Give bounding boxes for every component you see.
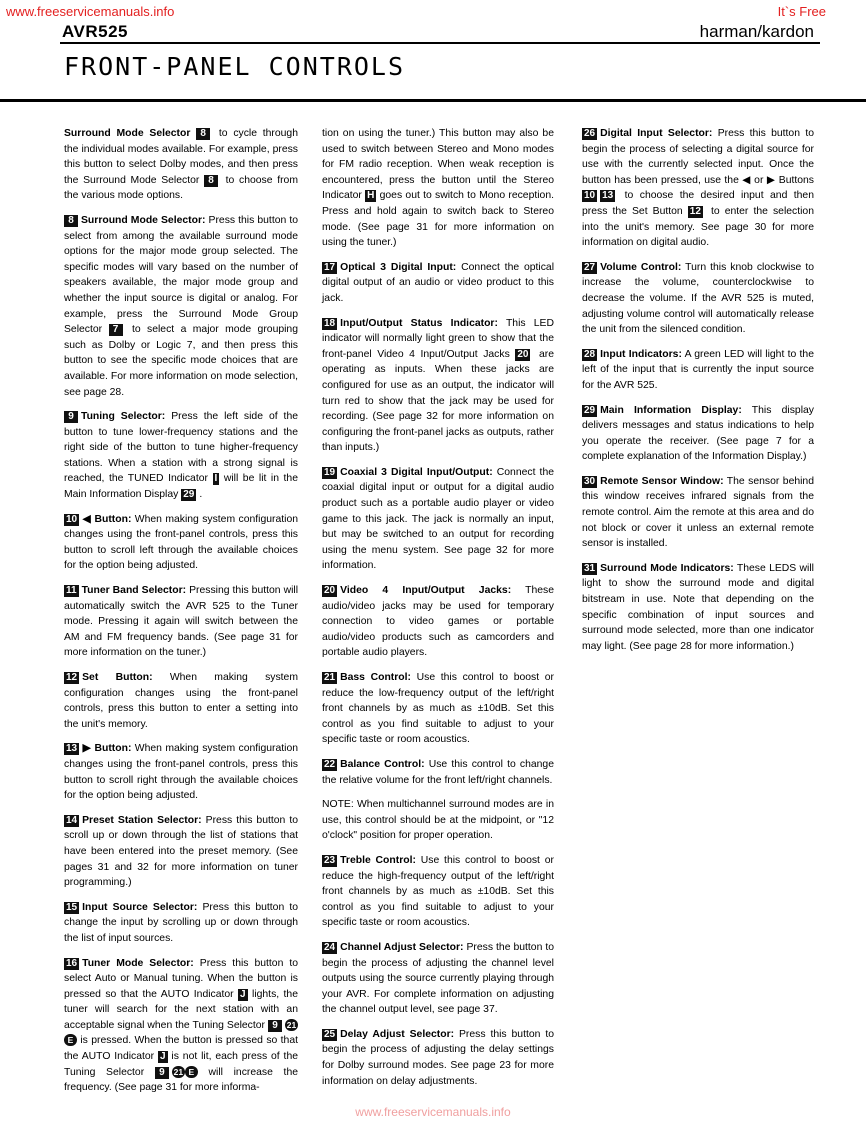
paragraph-22: 22 Balance Control: Use this control to change the relative volume for the front left/right channels.: [322, 758, 554, 786]
ref-number: 9: [268, 1020, 282, 1032]
paragraph-23: 23 Treble Control: Use this control to boost or reduce the high-frequency output of the left/right front channels by as much as ±10dB. Set this control as you find suitable to adjust to your specific taste or room acoustics.: [322, 854, 554, 929]
item-number: 30: [584, 475, 596, 487]
item-number: 18: [324, 317, 336, 329]
item-number: 12: [66, 672, 78, 683]
item-number: 31: [584, 562, 596, 574]
column-3: [582, 126, 814, 663]
ref-number: 8: [196, 128, 210, 140]
paragraph-11: 11 Tuner Band Selector: Pressing this button will automatically switch the AVR 525 to the Tuner mode. Pressing it again will switch between the AM and FM frequency bands. (See page 31 for more information on the tuner.): [64, 585, 298, 659]
model-name: AVR525: [62, 22, 128, 41]
paragraph-21: 21 Bass Control: Use this control to boost or reduce the low-frequency output of the left/right front channels by as much as ±10dB. Set this control as you find suitable to adjust to your specific taste or room acoustics.: [322, 672, 554, 746]
brand-name: harman/kardon: [699, 22, 814, 41]
watermark-top-right: It`s Free: [777, 4, 826, 19]
item-number: 15: [66, 901, 78, 913]
ref-circle: 21: [286, 1019, 297, 1030]
ref-number: 29: [183, 489, 195, 501]
paragraph-17: 17 Optical 3 Digital Input: Connect the optical digital output of an audio or video product to this jack.: [322, 261, 555, 304]
paragraph-note: NOTE: When multichannel surround modes are in use, this control should be at the midpoint, or "12 o'clock" position for proper operation.: [322, 799, 554, 842]
page-title: FRONT-PANEL CONTROLS: [64, 52, 406, 81]
paragraph-25: 25 Delay Adjust Selector: Press this button to begin the process of adjusting the delay settings for Dolby surround modes. See page 23 for more information on delay adjustments.: [322, 1028, 554, 1087]
item-number: 8: [64, 215, 78, 227]
item-number: 21: [324, 672, 336, 683]
item-number: 24: [324, 941, 336, 953]
item-number: 23: [324, 854, 336, 866]
paragraph-surround-mode-cont: Surround Mode Selector 8 to cycle through the individual modes available. For example, press this button to select Dolby modes, and then press the Surround Mode Selector 8 to choose from the various mode options.: [64, 128, 298, 202]
ref-number: 7: [109, 324, 123, 336]
paragraph-29: 29 Main Information Display: This display delivers messages and status indications to help you operate the receiver. (See page 7 for a complete explanation of the Information Display.): [582, 404, 814, 463]
watermark-bottom[interactable]: www.freeservicemanuals.info: [355, 1105, 511, 1119]
ref-number: 12: [689, 205, 701, 217]
item-number: 28: [584, 348, 596, 360]
ref-letter: J: [240, 988, 246, 1000]
ref-circle: 21: [173, 1066, 184, 1077]
paragraph-12: 12 Set Button: When making system configuration changes using the front-panel controls, press this button to enter a setting into the unit's memory.: [64, 672, 298, 730]
paragraph-10: 10 ◀ Button: When making system configuration changes using the front-panel controls, press this button to scroll left through the available choices for the option being adjusted.: [64, 513, 298, 572]
item-number: 19: [324, 466, 336, 478]
paragraph-18: 18 Input/Output Status Indicator: This LED indicator will normally light green to show that the front-panel Video 4 Input/Output Jacks 20 are operating as inputs. When these jacks are configured for use as an output, the indicator will turn red to show that the jack may be used for recording. (See page 32 for more information on configuring the front-panel jacks as outputs, rather than inputs.): [322, 317, 554, 454]
paragraph-13: 13 ▶ Button: When making system configuration changes using the front-panel controls, press this button to scroll right through the available choices for the option being adjusted.: [64, 743, 298, 802]
ref-number: 10: [584, 190, 596, 202]
paragraph-15: 15 Input Source Selector: Press this button to change the input by scrolling up or down through the list of input sources.: [64, 901, 298, 944]
paragraph-14: 14 Preset Station Selector: Press this button to scroll up or down through the list of stations that have been entered into the preset memory. (See pages 31 and 32 for more information on tuner programming.): [64, 814, 298, 889]
paragraph-30: 30 Remote Sensor Window: The sensor behind this window receives infrared signals from the remote control. Aim the remote at this area and do not block or cover it unless an external remote sensor is installed.: [582, 475, 814, 550]
column-1: [64, 126, 298, 1105]
header-rule: [60, 42, 820, 44]
column-2: [322, 126, 554, 1098]
paragraph-20: 20 Video 4 Input/Output Jacks: These audio/video jacks may be used for temporary connection to video games or portable audio/video products such as camcorders and portable audio players.: [322, 585, 555, 659]
ref-letter: J: [160, 1051, 166, 1063]
item-number: 25: [324, 1028, 336, 1040]
paragraph-27: 27 Volume Control: Turn this knob clockwise to increase the volume, counterclockwise to decrease the volume. If the AVR 525 is muted, adjusting volume control will automatically release the unit from the silenced condition.: [582, 261, 814, 336]
item-number: 22: [324, 758, 336, 770]
ref-number: 9: [155, 1067, 169, 1079]
paragraph-19: 19 Coaxial 3 Digital Input/Output: Connect the coaxial digital input or output for a digital audio product such as a portable audio player or video game to this jack. The jack is normally an input, but may be switched to an output for recording using the menu system. See page 32 for more information.: [322, 466, 554, 572]
paragraph-24: 24 Channel Adjust Selector: Press the button to begin the process of adjusting the channel level outputs using the source currently playing through your AVR. For complete information on adjusting the channel output level, see page 37.: [322, 941, 555, 1016]
ref-letter: H: [367, 190, 375, 202]
item-number: 29: [584, 404, 596, 416]
item-number: 17: [324, 261, 336, 273]
item-number: 11: [66, 585, 77, 597]
paragraph-16: 16 Tuner Mode Selector: Press this button to select Auto or Manual tuning. When the button is pressed so that the AUTO Indicator J lights, the tuner will search for the next station with an acceptable signal when the Tuning Selector 9 21E is pressed. When the button is pressed so that the AUTO Indicator J is not lit, each press of the Tuning Selector 9 21 E will increase the frequency. (See page 31 for more informa-: [64, 957, 298, 1094]
item-number: 14: [66, 814, 78, 826]
paragraph-8: 8 Surround Mode Selector: Press this button to select from among the available surround mode options for the major mode group selected. The specific modes will vary based on the number of speakers available, the major mode group and whether the input source is digital or analog. For example, press the Surround Mode Group Selector 7 to select a major mode grouping such as Dolby or Logic 7, and then press this button to see the specific mode choices that are available. For more information on mode selection, see page 28.: [64, 214, 298, 398]
item-number: 27: [584, 261, 596, 273]
ref-letter: I: [214, 473, 218, 485]
paragraph-9: 9 Tuning Selector: Press the left side of the button to tune lower-frequency stations and the right side of the button to tune higher-frequency stations. When a station with a strong signal is reached, the TUNED Indicator I will be lit in the Main Information Display 29 .: [64, 411, 298, 501]
item-number: 16: [66, 957, 78, 969]
title-rule: [0, 99, 866, 102]
paragraph-28: 28 Input Indicators: A green LED will light to the left of the input that is currently the input source for the AVR 525.: [582, 348, 814, 391]
ref-circle: E: [185, 1066, 198, 1078]
paragraph-26: 26 Digital Input Selector: Press this button to begin the process of selecting a digital source for use with the currently selected input. Once the button has been pressed, use the ◀ or ▶ Buttons 10 13 to choose the desired input and then press the Set Button 12 to enter the selection into the unit's memory. See page 30 for more information on digital audio.: [582, 128, 814, 249]
paragraph-16-cont: tion on using the tuner.) This button may also be used to switch between Stereo and Mono modes for FM radio reception. When weak reception is encountered, press the button until the Stereo Indicator H goes out to switch to Mono reception. Press and hold again to switch back to Stereo mode. (See page 31 for more information on using the tuner.): [322, 128, 554, 249]
ref-number: 13: [602, 190, 614, 202]
item-number: 20: [324, 585, 336, 597]
item-number: 26: [584, 128, 596, 139]
watermark-top-left[interactable]: www.freeservicemanuals.info: [6, 4, 175, 19]
item-number: 10: [66, 513, 78, 525]
item-number: 13: [66, 743, 78, 755]
ref-number: 20: [517, 348, 529, 360]
paragraph-31: 31 Surround Mode Indicators: These LEDS will light to show the surround mode and digital bitstream in use. Note that depending on the specific combination of input sources and surround mode selected, more than one indicator may light. (See page 28 for more information.): [582, 562, 814, 652]
ref-circle: E: [64, 1034, 77, 1046]
ref-number: 8: [204, 175, 218, 187]
item-number: 9: [64, 411, 78, 423]
